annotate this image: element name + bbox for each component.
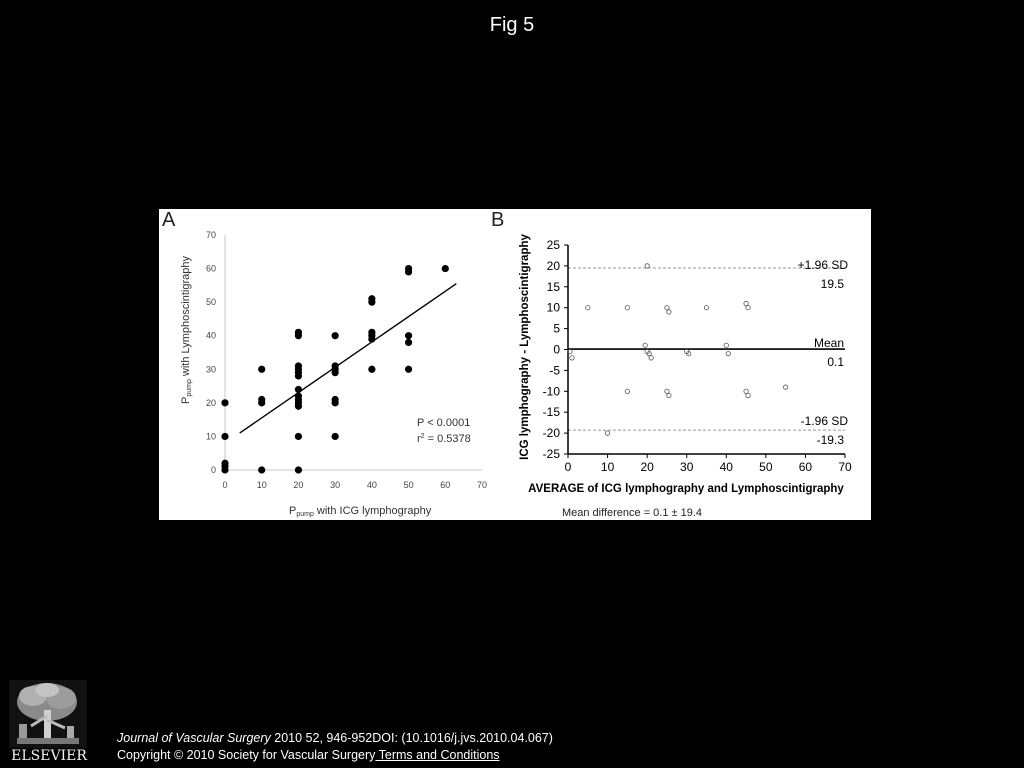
figure-panel [159,209,871,520]
chart-a-x-tick-label: 60 [440,480,451,490]
chart-a-point [221,399,228,406]
chart-b-point [744,301,748,305]
chart-b-point [667,310,671,314]
chart-b-x-tick-label: 60 [798,460,813,474]
elsevier-wordmark: ELSEVIER [11,748,87,764]
chart-a-point [221,433,228,440]
citation-details: 2010 52, 946-952DOI: (10.1016/j.jvs.2010.04.067) [270,731,553,745]
chart-b-point [744,389,748,393]
chart-b-point [586,306,590,310]
chart-a-regression [240,284,457,433]
chart-a-y-tick-label: 10 [205,431,216,442]
chart-a-point [405,339,412,346]
chart-a-point [221,460,228,467]
chart-b-y-tick-label: -5 [549,363,560,378]
chart-b-y-tick-label: -25 [542,447,560,461]
chart-a-xlabel: Ppump with ICG lymphography [289,505,432,518]
journal-name: Journal of Vascular Surgery [117,731,271,745]
chart-a-x-tick-label: 50 [403,480,414,490]
chart-a-point [368,366,375,373]
chart-a-x-tick-label: 20 [293,480,304,490]
chart-a-y-tick-label: 20 [205,397,216,408]
chart-a-point [258,366,265,373]
chart-a-y-tick-label: 50 [205,297,216,308]
chart-a-x-tick-label: 70 [476,480,488,490]
chart-b-point [704,306,708,310]
chart-b-point [746,306,750,310]
chart-b-upper-value: 19.5 [820,277,844,291]
panel-a-letter: A [162,209,176,231]
chart-b-y-tick-label: 15 [546,279,560,294]
chart-a-p-annotation: P < 0.0001 [417,417,471,429]
chart-a-scatter [159,209,871,520]
chart-b-point [643,343,647,347]
chart-b-point [746,393,750,397]
chart-b-y-tick-label: 20 [546,258,560,273]
chart-a-point [295,433,302,440]
chart-b-y-tick-label: 25 [546,238,560,252]
chart-a-y-tick-label: 0 [210,465,216,475]
slide-title: Fig 5 [489,14,535,36]
chart-a-point [368,329,375,336]
chart-b-y-tick-label: 10 [546,300,560,315]
panel-b-letter: B [491,209,505,231]
chart-b-lower-value: -19.3 [816,433,844,447]
chart-b-point [665,389,669,393]
chart-b-point [625,389,629,393]
copyright-text: Copyright © 2010 Society for Vascular Surgery [117,748,376,762]
chart-a-point [332,433,339,440]
chart-b-point [649,356,653,360]
chart-b-upper-label: +1.96 SD [797,258,848,272]
chart-b-point [665,306,669,310]
chart-a-point [295,466,302,473]
chart-b-reference-lines [568,268,845,430]
chart-b-point [783,385,787,389]
chart-a-point [405,366,412,373]
chart-a-y-tick-label: 60 [205,263,216,274]
citation-line [117,731,553,745]
copyright-line [117,748,500,762]
chart-a-r2-annotation: $r^2 = 0.5378$ [417,433,471,445]
chart-a-ylabel: Ppump with Lymphoscintigraphy [180,256,193,404]
chart-b-y-tick-label: -15 [542,405,560,420]
chart-a-point [332,332,339,339]
chart-b-x-tick-label: 0 [564,460,572,474]
chart-a-regression-line [240,284,457,433]
chart-b-point [645,264,649,268]
chart-a-point [295,329,302,336]
chart-b-ticks [543,238,852,474]
chart-a-y-tick-label: 30 [205,364,216,375]
chart-b-point [667,393,671,397]
chart-a-point [258,396,265,403]
chart-a-x-tick-label: 30 [330,480,341,490]
chart-b-point [726,351,730,355]
chart-b-point [605,431,609,435]
chart-b-x-tick-label: 70 [838,460,852,474]
chart-b-x-tick-label: 10 [600,460,615,474]
chart-b-point [570,356,574,360]
chart-b-xlabel: AVERAGE of ICG lymphography and Lymphoscintigraphy [528,483,844,495]
chart-b-point [625,306,629,310]
chart-a-point [295,362,302,369]
chart-b-mean-label: Mean [813,336,844,350]
chart-b-y-tick-label: -10 [542,384,560,399]
chart-b-ylabel: ICG lymphography - Lymphoscintigraphy [519,234,531,460]
chart-a-x-tick-label: 0 [222,480,228,490]
chart-b-mean-value: 0.1 [827,355,844,369]
chart-a-point [258,466,265,473]
chart-b-x-tick-label: 30 [680,460,694,474]
chart-b-lower-label: -1.96 SD [800,414,848,428]
chart-b-x-tick-label: 50 [759,460,773,474]
chart-a-x-tick-label: 40 [366,480,377,490]
chart-a-point [405,265,412,272]
chart-b-y-tick-label: 0 [553,342,560,357]
chart-a-point [405,332,412,339]
chart-b-x-tick-label: 40 [719,460,733,474]
chart-a-points [221,265,448,474]
chart-a-y-tick-label: 70 [205,230,216,240]
chart-a-y-tick-label: 40 [205,330,216,341]
chart-b-caption: Mean difference = 0.1 ± 19.4 [561,507,703,519]
chart-a-x-tick-label: 10 [256,480,267,490]
chart-b-y-tick-label: -20 [542,426,560,441]
terms-and-conditions-link[interactable]: Terms and Conditions [375,748,500,762]
chart-a-point [442,265,449,272]
chart-b-y-tick-label: 5 [553,321,560,336]
chart-b-x-tick-label: 20 [640,460,654,474]
chart-a-point [332,396,339,403]
chart-b-point [724,343,728,347]
chart-a-point [368,295,375,302]
